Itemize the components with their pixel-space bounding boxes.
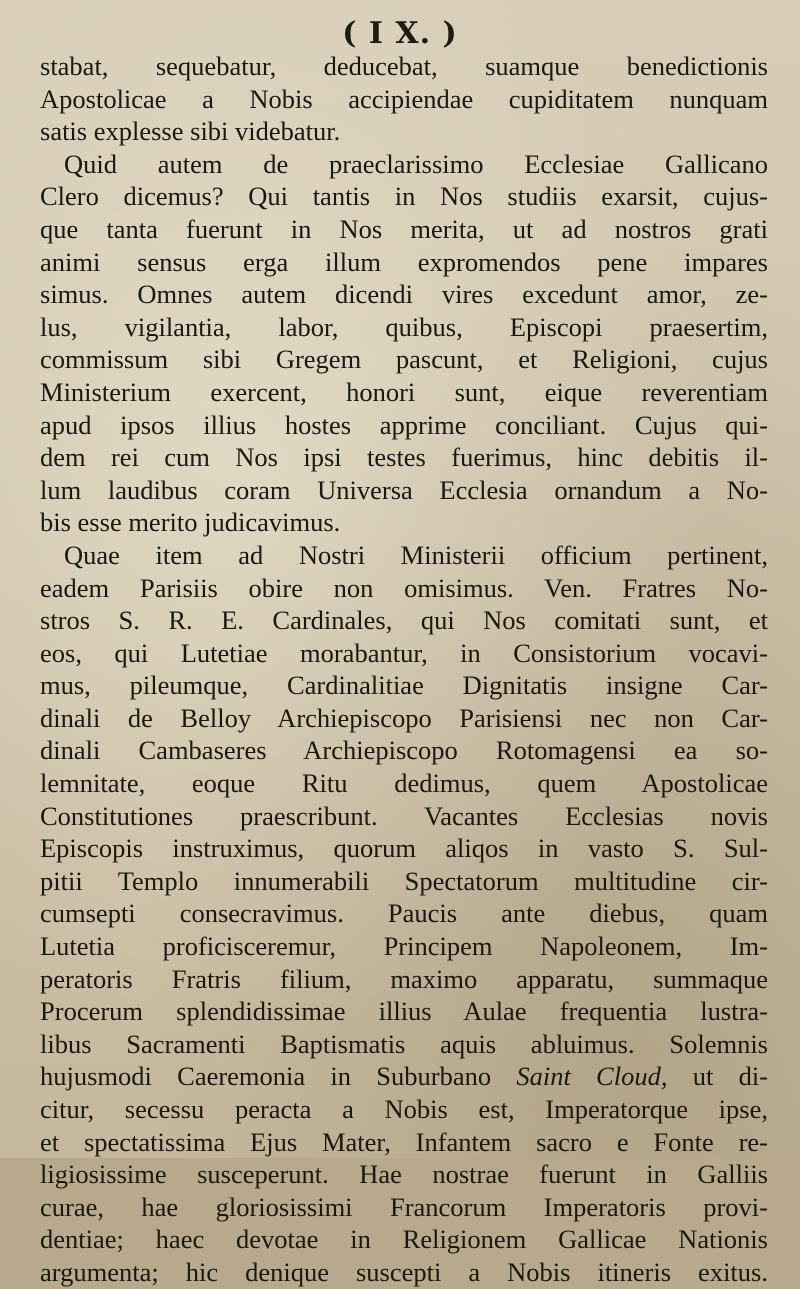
text-line: Lutetia proficisceremur, Principem Napoleonem, Im- [40,931,768,962]
text-line: que tanta fuerunt in Nos merita, ut ad nostros grati [40,213,768,244]
text-line: ligiosissime susceperunt. Hae nostrae fuerunt in Galliis [40,1159,768,1190]
text-line: dentiae; haec devotae in Religionem Gallicae Nationis [40,1224,768,1255]
text-segment: hujusmodi Caeremonia in Suburbano [40,1061,492,1092]
text-line: Quae item ad Nostri Ministerii officium pertinent, [64,539,768,570]
text-line: satis explesse sibi videbatur. [40,116,341,147]
text-line: Quid autem de praeclarissimo Ecclesiae Gallicano [64,148,768,179]
text-line: animi sensus erga illum expromendos pene impares [40,246,768,277]
text-line: lum laudibus coram Universa Ecclesia ornandum a No- [40,474,768,505]
text-line: libus Sacramenti Baptismatis aquis abluimus. Solemnis [40,1028,768,1059]
text-line: bis esse merito judicavimus. [40,507,341,538]
text-line-mixed [40,1060,768,1093]
italic-place-name: Saint Cloud, [516,1061,668,1092]
text-line: citur, secessu peracta a Nobis est, Imperatorque ipse, [40,1094,768,1124]
text-line: dinali de Belloy Archiepiscopo Parisiensi nec non Car- [40,702,768,733]
text-line: pitii Templo innumerabili Spectatorum multitudine cir- [40,865,768,896]
text-line: cumsepti consecravimus. Paucis ante diebus, quam [40,898,768,929]
text-line: lus, vigilantia, labor, quibus, Episcopi praesertim, [40,311,768,342]
text-line: simus. Omnes autem dicendi vires excedunt amor, ze- [40,279,768,310]
text-line: eadem Parisiis obire non omisimus. Ven. Fratres No- [40,572,768,603]
text-line: eos, qui Lutetiae morabantur, in Consistorium vocavi- [40,637,768,668]
text-line: peratoris Fratris filium, maximo apparatu, summaque [40,963,768,994]
text-line: Constitutiones praescribunt. Vacantes Ecclesias novis [40,800,768,831]
text-line: Clero dicemus? Qui tantis in Nos studiis exarsit, cujus- [40,181,768,212]
text-line: dem rei cum Nos ipsi testes fuerimus, hinc debitis il- [40,442,768,473]
text-line: Procerum splendidissimae illius Aulae frequentia lustra- [40,996,768,1027]
text-line: commissum sibi Gregem pascunt, et Religioni, cujus [40,344,768,375]
page-number: ( I X. ) [342,16,458,51]
text-line: lemnitate, eoque Ritu dedimus, quem Apostolicae [40,768,768,799]
text-line: curae, hae gloriosissimi Francorum Imperatoris provi- [40,1191,768,1222]
text-line: apud ipsos illius hostes apprime conciliant. Cujus qui- [40,409,768,440]
text-line: argumenta; hic denique suscepti a Nobis itineris exitus. [40,1256,768,1287]
text-line: Apostolicae a Nobis accipiendae cupiditatem nunquam [40,83,768,114]
text-line: et spectatissima Ejus Mater, Infantem sacro e Fonte re- [40,1126,768,1157]
text-line: stabat, sequebatur, deducebat, suamque benedictionis [40,51,768,81]
text-segment: ut di- [692,1061,769,1092]
body-text [40,50,768,1289]
text-line: Ministerium exercent, honori sunt, eique reverentiam [40,376,768,407]
text-line: Episcopis instruximus, quorum aliqos in vasto S. Sul- [40,833,768,864]
text-line: stros S. R. E. Cardinales, qui Nos comitati sunt, et [40,605,768,636]
text-line: mus, pileumque, Cardinalitiae Dignitatis insigne Car- [40,670,768,701]
text-line: dinali Cambaseres Archiepiscopo Rotomagensi ea so- [40,735,768,766]
